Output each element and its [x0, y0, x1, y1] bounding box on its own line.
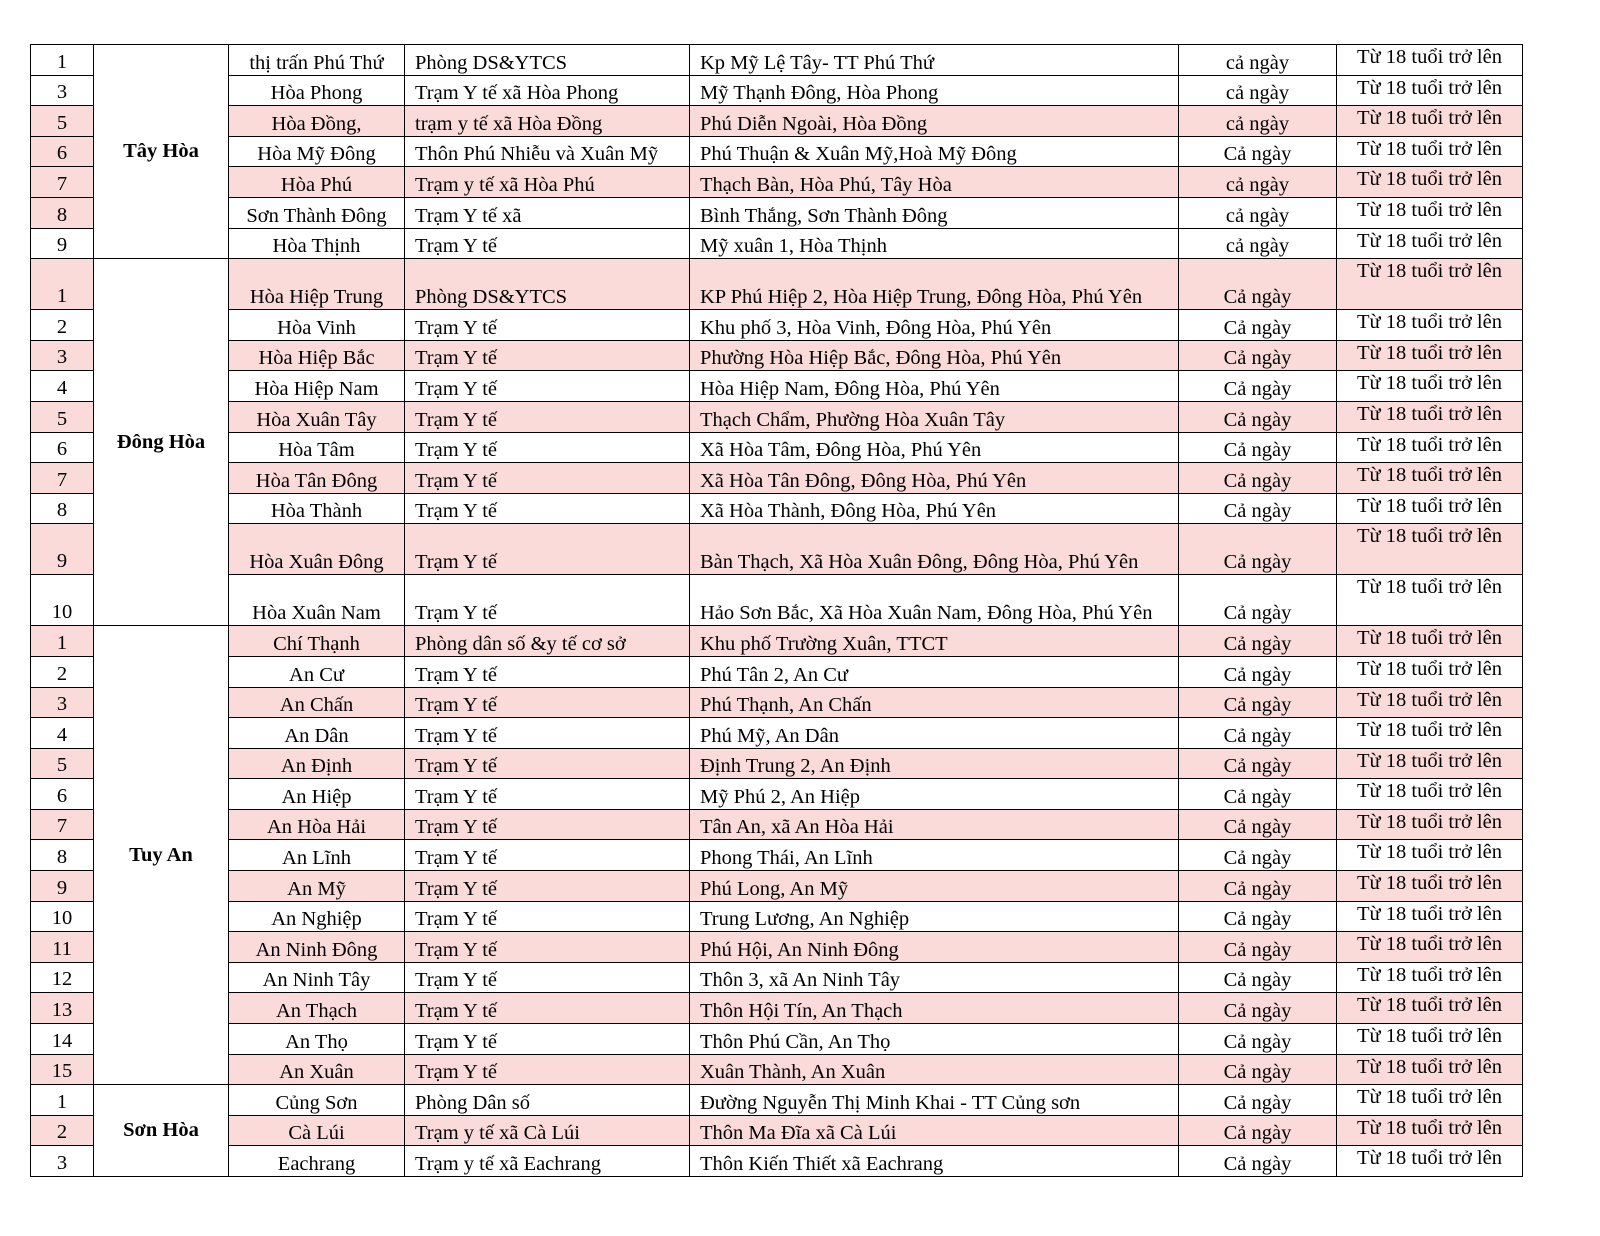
- age-group-cell: Từ 18 tuổi trở lên: [1337, 310, 1523, 341]
- row-number-cell: 8: [31, 197, 94, 228]
- row-number-cell: 13: [31, 993, 94, 1024]
- table-row: [31, 167, 1523, 198]
- time-cell: Cả ngày: [1179, 371, 1337, 402]
- row-number-cell: 9: [31, 228, 94, 259]
- ward-cell: Hòa Đồng,: [229, 106, 405, 137]
- ward-cell: Hòa Thịnh: [229, 228, 405, 259]
- age-group-cell: Từ 18 tuổi trở lên: [1337, 432, 1523, 463]
- time-cell: Cả ngày: [1179, 136, 1337, 167]
- vaccination-site-cell: Trạm Y tế: [405, 718, 690, 749]
- vaccination-site-cell: Trạm Y tế: [405, 340, 690, 371]
- address-cell: Tân An, xã An Hòa Hải: [690, 809, 1179, 840]
- time-cell: Cả ngày: [1179, 932, 1337, 963]
- ward-cell: An Định: [229, 748, 405, 779]
- ward-cell: Hòa Xuân Nam: [229, 575, 405, 626]
- age-group-cell: Từ 18 tuổi trở lên: [1337, 493, 1523, 524]
- ward-cell: Cà Lúi: [229, 1115, 405, 1146]
- time-cell: Cả ngày: [1179, 626, 1337, 657]
- address-cell: Thạch Bàn, Hòa Phú, Tây Hòa: [690, 167, 1179, 198]
- table-row: [31, 340, 1523, 371]
- vaccination-site-cell: Trạm Y tế xã Hòa Phong: [405, 75, 690, 106]
- table-row: [31, 656, 1523, 687]
- vaccination-site-cell: Trạm Y tế: [405, 962, 690, 993]
- vaccination-site-cell: Trạm Y tế: [405, 871, 690, 902]
- row-number-cell: 8: [31, 493, 94, 524]
- table-row: [31, 75, 1523, 106]
- row-number-cell: 15: [31, 1054, 94, 1085]
- vaccination-site-cell: Phòng DS&YTCS: [405, 45, 690, 76]
- address-cell: Khu phố Trường Xuân, TTCT: [690, 626, 1179, 657]
- address-cell: Phú Diễn Ngoài, Hòa Đồng: [690, 106, 1179, 137]
- table-row: [31, 871, 1523, 902]
- row-number-cell: 7: [31, 809, 94, 840]
- age-group-cell: Từ 18 tuổi trở lên: [1337, 656, 1523, 687]
- row-number-cell: 14: [31, 1024, 94, 1055]
- ward-cell: Hòa Hiệp Trung: [229, 259, 405, 310]
- age-group-cell: Từ 18 tuổi trở lên: [1337, 840, 1523, 871]
- address-cell: Định Trung 2, An Định: [690, 748, 1179, 779]
- time-cell: Cả ngày: [1179, 1085, 1337, 1116]
- age-group-cell: Từ 18 tuổi trở lên: [1337, 687, 1523, 718]
- table-row: [31, 524, 1523, 575]
- age-group-cell: Từ 18 tuổi trở lên: [1337, 871, 1523, 902]
- age-group-cell: Từ 18 tuổi trở lên: [1337, 1054, 1523, 1085]
- time-cell: Cả ngày: [1179, 656, 1337, 687]
- row-number-cell: 7: [31, 167, 94, 198]
- table-row: [31, 901, 1523, 932]
- ward-cell: Hòa Tân Đông: [229, 463, 405, 494]
- age-group-cell: Từ 18 tuổi trở lên: [1337, 932, 1523, 963]
- time-cell: Cả ngày: [1179, 840, 1337, 871]
- ward-cell: Eachrang: [229, 1146, 405, 1177]
- table-row: [31, 197, 1523, 228]
- age-group-cell: Từ 18 tuổi trở lên: [1337, 401, 1523, 432]
- address-cell: Phú Tân 2, An Cư: [690, 656, 1179, 687]
- address-cell: Bàn Thạch, Xã Hòa Xuân Đông, Đông Hòa, Phú Yên: [690, 524, 1179, 575]
- time-cell: Cả ngày: [1179, 993, 1337, 1024]
- table-row: [31, 687, 1523, 718]
- ward-cell: Hòa Tâm: [229, 432, 405, 463]
- address-cell: Thôn Hội Tín, An Thạch: [690, 993, 1179, 1024]
- address-cell: Thôn Phú Cần, An Thọ: [690, 1024, 1179, 1055]
- age-group-cell: Từ 18 tuổi trở lên: [1337, 340, 1523, 371]
- age-group-cell: Từ 18 tuổi trở lên: [1337, 748, 1523, 779]
- row-number-cell: 2: [31, 310, 94, 341]
- table-body: [31, 45, 1523, 1177]
- row-number-cell: 4: [31, 718, 94, 749]
- ward-cell: An Thọ: [229, 1024, 405, 1055]
- vaccination-site-cell: Trạm y tế xã Eachrang: [405, 1146, 690, 1177]
- time-cell: Cả ngày: [1179, 340, 1337, 371]
- vaccination-site-cell: Trạm Y tế: [405, 687, 690, 718]
- row-number-cell: 2: [31, 1115, 94, 1146]
- vaccination-site-cell: Trạm Y tế: [405, 932, 690, 963]
- age-group-cell: Từ 18 tuổi trở lên: [1337, 809, 1523, 840]
- ward-cell: Hòa Hiệp Nam: [229, 371, 405, 402]
- time-cell: Cả ngày: [1179, 901, 1337, 932]
- row-number-cell: 9: [31, 871, 94, 902]
- vaccination-site-cell: Trạm Y tế: [405, 901, 690, 932]
- time-cell: Cả ngày: [1179, 1054, 1337, 1085]
- age-group-cell: Từ 18 tuổi trở lên: [1337, 197, 1523, 228]
- row-number-cell: 9: [31, 524, 94, 575]
- ward-cell: An Chấn: [229, 687, 405, 718]
- age-group-cell: Từ 18 tuổi trở lên: [1337, 228, 1523, 259]
- address-cell: Phú Thạnh, An Chấn: [690, 687, 1179, 718]
- row-number-cell: 1: [31, 45, 94, 76]
- row-number-cell: 7: [31, 463, 94, 494]
- time-cell: Cả ngày: [1179, 524, 1337, 575]
- time-cell: Cả ngày: [1179, 779, 1337, 810]
- time-cell: cả ngày: [1179, 167, 1337, 198]
- address-cell: Xã Hòa Thành, Đông Hòa, Phú Yên: [690, 493, 1179, 524]
- age-group-cell: Từ 18 tuổi trở lên: [1337, 779, 1523, 810]
- address-cell: Xuân Thành, An Xuân: [690, 1054, 1179, 1085]
- table-row: [31, 748, 1523, 779]
- ward-cell: Hòa Xuân Đông: [229, 524, 405, 575]
- ward-cell: An Dân: [229, 718, 405, 749]
- address-cell: Đường Nguyễn Thị Minh Khai - TT Củng sơn: [690, 1085, 1179, 1116]
- age-group-cell: Từ 18 tuổi trở lên: [1337, 718, 1523, 749]
- ward-cell: Hòa Phong: [229, 75, 405, 106]
- row-number-cell: 4: [31, 371, 94, 402]
- vaccination-site-cell: Trạm Y tế: [405, 524, 690, 575]
- vaccination-site-cell: Trạm y tế xã Cà Lúi: [405, 1115, 690, 1146]
- table-row: [31, 1146, 1523, 1177]
- vaccination-site-cell: Trạm Y tế: [405, 432, 690, 463]
- ward-cell: Chí Thạnh: [229, 626, 405, 657]
- table-row: [31, 401, 1523, 432]
- row-number-cell: 1: [31, 259, 94, 310]
- vaccination-site-cell: Trạm Y tế: [405, 809, 690, 840]
- ward-cell: Hòa Thành: [229, 493, 405, 524]
- table-row: [31, 432, 1523, 463]
- address-cell: Xã Hòa Tân Đông, Đông Hòa, Phú Yên: [690, 463, 1179, 494]
- ward-cell: An Hòa Hải: [229, 809, 405, 840]
- age-group-cell: Từ 18 tuổi trở lên: [1337, 463, 1523, 494]
- address-cell: Phú Hội, An Ninh Đông: [690, 932, 1179, 963]
- table-row: [31, 626, 1523, 657]
- vaccination-site-cell: Phòng dân số &y tế cơ sở: [405, 626, 690, 657]
- time-cell: Cả ngày: [1179, 809, 1337, 840]
- vaccination-site-cell: Trạm Y tế: [405, 748, 690, 779]
- age-group-cell: Từ 18 tuổi trở lên: [1337, 962, 1523, 993]
- table-row: [31, 809, 1523, 840]
- ward-cell: An Ninh Đông: [229, 932, 405, 963]
- address-cell: Thôn Ma Đĩa xã Cà Lúi: [690, 1115, 1179, 1146]
- table-row: [31, 779, 1523, 810]
- district-name-cell: Tuy An: [94, 626, 229, 1085]
- district-name-cell: Sơn Hòa: [94, 1085, 229, 1177]
- ward-cell: Hòa Phú: [229, 167, 405, 198]
- table-row: [31, 136, 1523, 167]
- address-cell: Thôn Kiến Thiết xã Eachrang: [690, 1146, 1179, 1177]
- address-cell: Xã Hòa Tâm, Đông Hòa, Phú Yên: [690, 432, 1179, 463]
- table-row: [31, 463, 1523, 494]
- time-cell: Cả ngày: [1179, 748, 1337, 779]
- row-number-cell: 3: [31, 75, 94, 106]
- address-cell: Phường Hòa Hiệp Bắc, Đông Hòa, Phú Yên: [690, 340, 1179, 371]
- age-group-cell: Từ 18 tuổi trở lên: [1337, 45, 1523, 76]
- row-number-cell: 1: [31, 626, 94, 657]
- vaccination-site-cell: Trạm Y tế xã: [405, 197, 690, 228]
- vaccination-site-cell: Trạm Y tế: [405, 656, 690, 687]
- time-cell: Cả ngày: [1179, 310, 1337, 341]
- row-number-cell: 3: [31, 1146, 94, 1177]
- ward-cell: An Mỹ: [229, 871, 405, 902]
- district-name-cell: Đông Hòa: [94, 259, 229, 626]
- ward-cell: thị trấn Phú Thứ: [229, 45, 405, 76]
- ward-cell: An Xuân: [229, 1054, 405, 1085]
- address-cell: Phú Thuận & Xuân Mỹ,Hoà Mỹ Đông: [690, 136, 1179, 167]
- row-number-cell: 6: [31, 779, 94, 810]
- age-group-cell: Từ 18 tuổi trở lên: [1337, 993, 1523, 1024]
- vaccination-site-cell: Trạm Y tế: [405, 1054, 690, 1085]
- ward-cell: Hòa Mỹ Đông: [229, 136, 405, 167]
- row-number-cell: 1: [31, 1085, 94, 1116]
- address-cell: Khu phố 3, Hòa Vinh, Đông Hòa, Phú Yên: [690, 310, 1179, 341]
- table-row: [31, 932, 1523, 963]
- address-cell: Hảo Sơn Bắc, Xã Hòa Xuân Nam, Đông Hòa, Phú Yên: [690, 575, 1179, 626]
- address-cell: Mỹ xuân 1, Hòa Thịnh: [690, 228, 1179, 259]
- row-number-cell: 10: [31, 901, 94, 932]
- vaccination-site-cell: Trạm Y tế: [405, 575, 690, 626]
- age-group-cell: Từ 18 tuổi trở lên: [1337, 626, 1523, 657]
- age-group-cell: Từ 18 tuổi trở lên: [1337, 136, 1523, 167]
- vaccination-site-cell: Phòng DS&YTCS: [405, 259, 690, 310]
- vaccination-site-cell: Phòng Dân số: [405, 1085, 690, 1116]
- vaccination-site-cell: Trạm Y tế: [405, 493, 690, 524]
- vaccination-site-cell: Thôn Phú Nhiễu và Xuân Mỹ: [405, 136, 690, 167]
- row-number-cell: 3: [31, 340, 94, 371]
- table-row: [31, 718, 1523, 749]
- time-cell: Cả ngày: [1179, 687, 1337, 718]
- vaccination-site-cell: Trạm Y tế: [405, 993, 690, 1024]
- address-cell: Mỹ Phú 2, An Hiệp: [690, 779, 1179, 810]
- table-row: [31, 371, 1523, 402]
- table-row: [31, 575, 1523, 626]
- table-row: [31, 1115, 1523, 1146]
- age-group-cell: Từ 18 tuổi trở lên: [1337, 259, 1523, 310]
- row-number-cell: 2: [31, 656, 94, 687]
- age-group-cell: Từ 18 tuổi trở lên: [1337, 575, 1523, 626]
- vaccination-site-cell: Trạm Y tế: [405, 228, 690, 259]
- age-group-cell: Từ 18 tuổi trở lên: [1337, 75, 1523, 106]
- table-row: [31, 993, 1523, 1024]
- table-row: [31, 106, 1523, 137]
- address-cell: KP Phú Hiệp 2, Hòa Hiệp Trung, Đông Hòa, Phú Yên: [690, 259, 1179, 310]
- time-cell: Cả ngày: [1179, 259, 1337, 310]
- table-row: [31, 310, 1523, 341]
- time-cell: Cả ngày: [1179, 1146, 1337, 1177]
- ward-cell: Sơn Thành Đông: [229, 197, 405, 228]
- time-cell: Cả ngày: [1179, 493, 1337, 524]
- age-group-cell: Từ 18 tuổi trở lên: [1337, 371, 1523, 402]
- time-cell: Cả ngày: [1179, 463, 1337, 494]
- time-cell: Cả ngày: [1179, 718, 1337, 749]
- ward-cell: An Cư: [229, 656, 405, 687]
- age-group-cell: Từ 18 tuổi trở lên: [1337, 1146, 1523, 1177]
- address-cell: Kp Mỹ Lệ Tây- TT Phú Thứ: [690, 45, 1179, 76]
- vaccination-site-cell: Trạm Y tế: [405, 779, 690, 810]
- address-cell: Phong Thái, An Lĩnh: [690, 840, 1179, 871]
- time-cell: cả ngày: [1179, 228, 1337, 259]
- vaccination-site-cell: Trạm Y tế: [405, 310, 690, 341]
- time-cell: Cả ngày: [1179, 432, 1337, 463]
- age-group-cell: Từ 18 tuổi trở lên: [1337, 106, 1523, 137]
- row-number-cell: 5: [31, 401, 94, 432]
- time-cell: cả ngày: [1179, 197, 1337, 228]
- vaccination-site-cell: trạm y tế xã Hòa Đồng: [405, 106, 690, 137]
- vaccination-site-cell: Trạm Y tế: [405, 371, 690, 402]
- time-cell: Cả ngày: [1179, 401, 1337, 432]
- time-cell: Cả ngày: [1179, 575, 1337, 626]
- table-row: [31, 1024, 1523, 1055]
- address-cell: Trung Lương, An Nghiệp: [690, 901, 1179, 932]
- ward-cell: Hòa Xuân Tây: [229, 401, 405, 432]
- table-row: [31, 45, 1523, 76]
- row-number-cell: 8: [31, 840, 94, 871]
- time-cell: cả ngày: [1179, 75, 1337, 106]
- row-number-cell: 6: [31, 432, 94, 463]
- address-cell: Phú Mỹ, An Dân: [690, 718, 1179, 749]
- row-number-cell: 10: [31, 575, 94, 626]
- age-group-cell: Từ 18 tuổi trở lên: [1337, 524, 1523, 575]
- vaccination-site-cell: Trạm Y tế: [405, 463, 690, 494]
- row-number-cell: 5: [31, 106, 94, 137]
- address-cell: Bình Thắng, Sơn Thành Đông: [690, 197, 1179, 228]
- vaccination-site-cell: Trạm Y tế: [405, 1024, 690, 1055]
- ward-cell: An Ninh Tây: [229, 962, 405, 993]
- address-cell: Hòa Hiệp Nam, Đông Hòa, Phú Yên: [690, 371, 1179, 402]
- vaccination-site-cell: Trạm Y tế: [405, 401, 690, 432]
- row-number-cell: 6: [31, 136, 94, 167]
- table-row: [31, 1085, 1523, 1116]
- age-group-cell: Từ 18 tuổi trở lên: [1337, 1115, 1523, 1146]
- age-group-cell: Từ 18 tuổi trở lên: [1337, 1085, 1523, 1116]
- row-number-cell: 12: [31, 962, 94, 993]
- address-cell: Mỹ Thạnh Đông, Hòa Phong: [690, 75, 1179, 106]
- address-cell: Phú Long, An Mỹ: [690, 871, 1179, 902]
- age-group-cell: Từ 18 tuổi trở lên: [1337, 901, 1523, 932]
- ward-cell: An Thạch: [229, 993, 405, 1024]
- row-number-cell: 11: [31, 932, 94, 963]
- table-row: [31, 840, 1523, 871]
- ward-cell: Hòa Vinh: [229, 310, 405, 341]
- time-cell: Cả ngày: [1179, 1115, 1337, 1146]
- age-group-cell: Từ 18 tuổi trở lên: [1337, 1024, 1523, 1055]
- address-cell: Thôn 3, xã An Ninh Tây: [690, 962, 1179, 993]
- time-cell: Cả ngày: [1179, 871, 1337, 902]
- vaccination-schedule-table: [30, 44, 1523, 1177]
- row-number-cell: 3: [31, 687, 94, 718]
- table-row: [31, 1054, 1523, 1085]
- table-row: [31, 228, 1523, 259]
- address-cell: Thạch Chẩm, Phường Hòa Xuân Tây: [690, 401, 1179, 432]
- table-row: [31, 259, 1523, 310]
- ward-cell: Hòa Hiệp Bắc: [229, 340, 405, 371]
- ward-cell: Củng Sơn: [229, 1085, 405, 1116]
- vaccination-site-cell: Trạm Y tế: [405, 840, 690, 871]
- table-row: [31, 493, 1523, 524]
- ward-cell: An Lĩnh: [229, 840, 405, 871]
- ward-cell: An Hiệp: [229, 779, 405, 810]
- table-row: [31, 962, 1523, 993]
- time-cell: Cả ngày: [1179, 1024, 1337, 1055]
- time-cell: Cả ngày: [1179, 962, 1337, 993]
- time-cell: cả ngày: [1179, 45, 1337, 76]
- time-cell: cả ngày: [1179, 106, 1337, 137]
- ward-cell: An Nghiệp: [229, 901, 405, 932]
- row-number-cell: 5: [31, 748, 94, 779]
- age-group-cell: Từ 18 tuổi trở lên: [1337, 167, 1523, 198]
- vaccination-site-cell: Trạm y tế xã Hòa Phú: [405, 167, 690, 198]
- district-name-cell: Tây Hòa: [94, 45, 229, 259]
